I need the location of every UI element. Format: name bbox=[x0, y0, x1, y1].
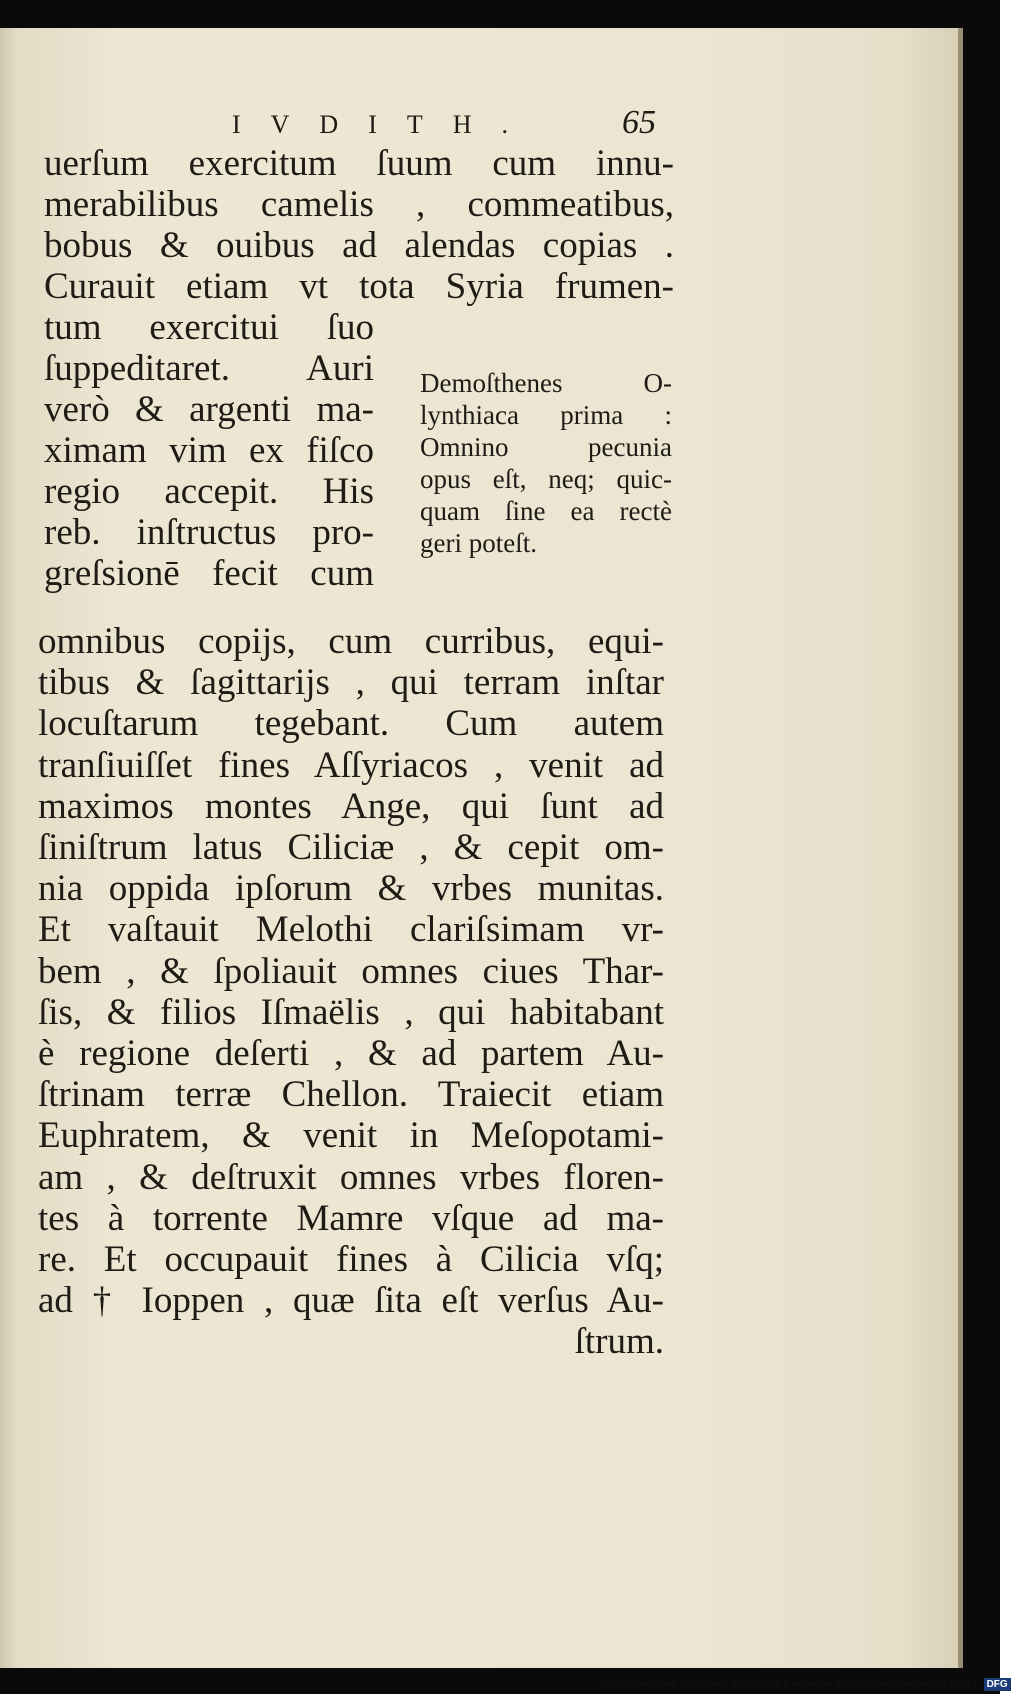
text-line: maximos montes Ange, qui ſunt ad bbox=[38, 785, 664, 827]
text-line: Curauit etiam vt tota Syria frumen- bbox=[44, 266, 674, 307]
marginal-note-line: quam ſine ea rectè bbox=[420, 496, 672, 526]
text-line: omnibus copijs, cum curribus, equi- bbox=[38, 621, 664, 662]
credit-text: Digitalisierung gefördert durch die Deutsche Forschungsgemeinschaft · bbox=[600, 1678, 977, 1690]
marginal-note-line: geri poteſt. bbox=[420, 528, 537, 558]
text-line: ſis, & filios Iſmaëlis , qui habitabant bbox=[38, 991, 664, 1033]
body-text-left-column bbox=[44, 307, 374, 594]
marginal-note-line: Demoſthenes O- bbox=[420, 368, 672, 398]
text-line: reb. inſtructus pro- bbox=[44, 512, 374, 553]
text-line: tibus & ſagittarijs , qui terram inſtar bbox=[38, 662, 664, 704]
text-line: verò & argenti ma- bbox=[44, 389, 374, 430]
text-line: tum exercitui ſuo bbox=[44, 307, 374, 348]
text-line: Et vaſtauit Melothi clariſsimam vr- bbox=[38, 909, 664, 951]
text-line: uerſum exercitum ſuum cum innu- bbox=[44, 143, 674, 184]
marginal-note-line: lynthiaca prima : bbox=[420, 400, 672, 430]
body-text-top bbox=[44, 143, 674, 307]
text-line: merabilibus camelis , commeatibus, bbox=[44, 184, 674, 225]
marginal-note-line: Omnino pecunia bbox=[420, 432, 672, 462]
text-line: greſsionē fecit cum bbox=[44, 553, 374, 594]
text-line: bem , & ſpoliauit omnes ciues Thar- bbox=[38, 950, 664, 992]
text-line: tes à torrente Mamre vſque ad ma- bbox=[38, 1197, 664, 1239]
text-line: ſtrum. bbox=[574, 1321, 664, 1363]
running-title: IVDITH. bbox=[232, 110, 539, 139]
text-line: ſtrinam terræ Chellon. Traiecit etiam bbox=[38, 1074, 664, 1116]
page-edge bbox=[958, 28, 963, 1668]
text-line: ſuppeditaret. Auri bbox=[44, 348, 374, 389]
text-line: nia oppida ipſorum & vrbes munitas. bbox=[38, 868, 664, 910]
text-line: ad † Ioppen , quæ ſita eſt verſus Au- bbox=[38, 1280, 664, 1322]
text-line: bobus & ouibus ad alendas copias . bbox=[44, 225, 674, 266]
text-line: re. Et occupauit fines à Cilicia vſq; bbox=[38, 1239, 664, 1281]
text-line: regio accepit. His bbox=[44, 471, 374, 512]
body-text-bottom bbox=[38, 621, 664, 1363]
page-number: 65 bbox=[622, 104, 656, 141]
text-line: tranſiuiſſet fines Aſſyriacos , venit ad bbox=[38, 744, 664, 786]
text-line: è regione deſerti , & ad partem Au- bbox=[38, 1033, 664, 1075]
text-line: locuſtarum tegebant. Cum autem bbox=[38, 703, 664, 745]
text-line: ximam vim ex fiſco bbox=[44, 430, 374, 471]
text-line: Euphratem, & venit in Meſopotami- bbox=[38, 1115, 664, 1157]
marginal-note-line: opus eſt, neq; quic- bbox=[420, 464, 672, 494]
text-line: ſiniſtrum latus Ciliciæ , & cepit om- bbox=[38, 827, 664, 869]
marginal-note bbox=[420, 367, 672, 559]
dfg-logo: DFG bbox=[984, 1678, 1011, 1691]
digitization-credit bbox=[600, 1675, 1008, 1694]
page-header bbox=[0, 105, 680, 145]
text-line: am , & deſtruxit omnes vrbes floren- bbox=[38, 1156, 664, 1198]
